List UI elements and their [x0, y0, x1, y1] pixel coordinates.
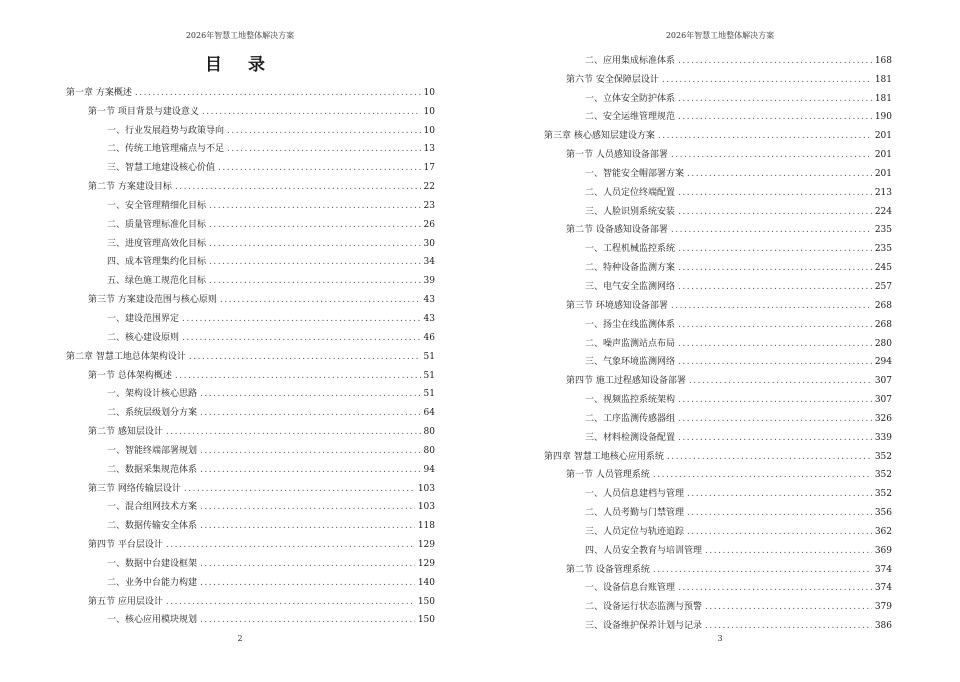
toc-dot-leader — [200, 615, 415, 626]
toc-entry-title: 二、设备运行状态监测与预警 — [585, 602, 703, 613]
toc-entry-title: 二、数据采集规范体系 — [107, 464, 198, 475]
toc-entry-title: 第三节 环境感知设备部署 — [566, 300, 668, 311]
toc-dot-leader — [678, 112, 872, 123]
toc-entry-page: 51 — [423, 389, 435, 400]
toc-entry-title: 二、工序监测传感器组 — [585, 413, 676, 424]
toc-section-entry[interactable] — [480, 218, 960, 237]
toc-subsection-entry[interactable] — [480, 594, 960, 613]
toc-subsection-entry[interactable] — [0, 231, 480, 250]
toc-dot-leader — [678, 207, 872, 218]
toc-list — [0, 80, 480, 626]
toc-entry-title: 二、业务中台能力构建 — [107, 577, 198, 588]
toc-subsection-entry[interactable] — [0, 570, 480, 589]
toc-entry-title: 第一章 方案概述 — [66, 87, 132, 98]
toc-dot-leader — [220, 295, 421, 306]
toc-entry-page: 129 — [417, 558, 435, 569]
toc-entry-page: 140 — [417, 577, 435, 588]
toc-entry-title: 三、智慧工地建设核心价值 — [107, 163, 216, 174]
toc-entry-page: 43 — [423, 295, 435, 306]
toc-entry-title: 一、立体安全防护体系 — [585, 93, 676, 104]
toc-subsection-entry[interactable] — [480, 274, 960, 293]
toc-subsection-entry[interactable] — [480, 105, 960, 124]
toc-dot-leader — [218, 163, 421, 174]
toc-dot-leader — [678, 56, 872, 67]
toc-entry-page: 339 — [874, 432, 892, 443]
toc-subsection-entry[interactable] — [480, 236, 960, 255]
right-page — [480, 0, 960, 682]
toc-entry-page: 352 — [874, 470, 892, 481]
toc-subsection-entry[interactable] — [0, 495, 480, 514]
toc-entry-page: 129 — [417, 540, 435, 551]
toc-entry-page: 23 — [423, 200, 435, 211]
toc-entry-title: 一、架构设计核心思路 — [107, 389, 198, 400]
toc-entry-page: 17 — [423, 163, 435, 174]
toc-subsection-entry[interactable] — [480, 425, 960, 444]
toc-section-entry[interactable] — [0, 174, 480, 193]
toc-section-entry[interactable] — [0, 476, 480, 495]
toc-subsection-entry[interactable] — [480, 180, 960, 199]
toc-dot-leader — [678, 282, 872, 293]
toc-subsection-entry[interactable] — [0, 155, 480, 174]
toc-subsection-entry[interactable] — [0, 551, 480, 570]
toc-entry-title: 第一节 人员管理系统 — [566, 470, 650, 481]
toc-entry-title: 第三节 网络传输层设计 — [88, 483, 181, 494]
toc-dot-leader — [175, 371, 421, 382]
toc-entry-page: 307 — [874, 395, 892, 406]
toc-section-entry[interactable] — [480, 142, 960, 161]
toc-dot-leader — [678, 244, 872, 255]
toc-dot-leader — [189, 352, 421, 363]
toc-entry-title: 一、智能安全帽部署方案 — [585, 168, 685, 179]
toc-dot-leader — [705, 602, 872, 613]
toc-subsection-entry[interactable] — [480, 350, 960, 369]
toc-dot-leader — [200, 521, 415, 532]
toc-dot-leader — [182, 333, 421, 344]
toc-entry-title: 二、噪声监测站点布局 — [585, 338, 676, 349]
toc-section-entry[interactable] — [480, 67, 960, 86]
toc-entry-title: 二、核心建设原则 — [107, 332, 180, 343]
toc-entry-title: 三、人员定位与轨迹追踪 — [585, 526, 685, 537]
toc-entry-page: 374 — [874, 583, 892, 594]
toc-entry-page: 294 — [874, 357, 892, 368]
toc-entry-title: 一、扬尘在线监测体系 — [585, 319, 676, 330]
toc-subsection-entry[interactable] — [480, 538, 960, 557]
toc-entry-title: 第二节 设备感知设备部署 — [566, 225, 668, 236]
toc-dot-leader — [671, 150, 872, 161]
toc-subsection-entry[interactable] — [480, 387, 960, 406]
toc-title: 目 录 — [205, 55, 275, 75]
toc-section-entry[interactable] — [0, 363, 480, 382]
toc-entry-title: 一、建设范围界定 — [107, 313, 180, 324]
toc-entry-title: 二、应用集成标准体系 — [585, 55, 676, 66]
toc-entry-page: 235 — [874, 244, 892, 255]
toc-dot-leader — [182, 314, 421, 325]
toc-entry-page: 369 — [874, 545, 892, 556]
toc-subsection-entry[interactable] — [0, 193, 480, 212]
toc-dot-leader — [689, 376, 872, 387]
toc-dot-leader — [209, 220, 421, 231]
toc-entry-title: 一、视频监控系统架构 — [585, 395, 676, 406]
toc-entry-title: 二、特种设备监测方案 — [585, 263, 676, 274]
toc-dot-leader — [678, 414, 872, 425]
toc-subsection-entry[interactable] — [480, 481, 960, 500]
toc-entry-page: 257 — [874, 281, 892, 292]
toc-subsection-entry[interactable] — [480, 500, 960, 519]
toc-subsection-entry[interactable] — [0, 250, 480, 269]
toc-entry-title: 二、人员定位终端配置 — [585, 187, 676, 198]
toc-entry-page: 379 — [874, 602, 892, 613]
toc-entry-page: 268 — [874, 300, 892, 311]
page-header: 2026年智慧工地整体解决方案 — [665, 31, 775, 40]
toc-entry-title: 二、质量管理标准化目标 — [107, 219, 207, 230]
toc-entry-title: 第四节 平台层设计 — [88, 540, 163, 551]
toc-dot-leader — [678, 94, 872, 105]
toc-entry-title: 一、工程机械监控系统 — [585, 244, 676, 255]
toc-entry-title: 三、气象环境监测网络 — [585, 357, 676, 368]
toc-entry-page: 22 — [423, 182, 435, 193]
toc-dot-leader — [166, 427, 421, 438]
toc-entry-page: 356 — [874, 508, 892, 519]
toc-dot-leader — [200, 408, 421, 419]
toc-entry-title: 四、成本管理集约化目标 — [107, 257, 207, 268]
toc-subsection-entry[interactable] — [480, 161, 960, 180]
toc-dot-leader — [653, 470, 872, 481]
toc-subsection-entry[interactable] — [480, 406, 960, 425]
toc-section-entry[interactable] — [0, 532, 480, 551]
toc-dot-leader — [209, 201, 421, 212]
toc-dot-leader — [678, 263, 872, 274]
toc-dot-leader — [209, 239, 421, 250]
toc-entry-page: 39 — [423, 276, 435, 287]
page-header: 2026年智慧工地整体解决方案 — [185, 31, 295, 40]
toc-entry-title: 二、系统层级划分方案 — [107, 408, 198, 419]
toc-dot-leader — [209, 257, 421, 268]
toc-dot-leader — [202, 107, 421, 118]
toc-subsection-entry[interactable] — [0, 306, 480, 325]
page-number: 3 — [717, 634, 723, 643]
toc-subsection-entry[interactable] — [480, 199, 960, 218]
toc-entry-page: 150 — [417, 615, 435, 626]
toc-entry-page: 80 — [423, 427, 435, 438]
toc-dot-leader — [678, 339, 872, 350]
toc-entry-title: 四、人员安全教育与培训管理 — [585, 545, 703, 556]
toc-entry-page: 26 — [423, 219, 435, 230]
toc-dot-leader — [667, 452, 872, 463]
toc-chapter-entry[interactable] — [0, 344, 480, 363]
toc-entry-title: 一、数据中台建设框架 — [107, 558, 198, 569]
toc-subsection-entry[interactable] — [0, 400, 480, 419]
toc-dot-leader — [227, 126, 421, 137]
toc-section-entry[interactable] — [480, 463, 960, 482]
toc-entry-page: 181 — [874, 74, 892, 85]
toc-subsection-entry[interactable] — [480, 613, 960, 632]
toc-dot-leader — [166, 540, 415, 551]
toc-dot-leader — [209, 276, 421, 287]
toc-subsection-entry[interactable] — [0, 212, 480, 231]
toc-entry-title: 一、安全管理精细化目标 — [107, 200, 207, 211]
toc-dot-leader — [662, 75, 872, 86]
toc-entry-title: 第四节 施工过程感知设备部署 — [566, 376, 686, 387]
toc-dot-leader — [687, 527, 872, 538]
toc-entry-title: 三、电气安全监测网络 — [585, 281, 676, 292]
toc-list — [480, 48, 960, 632]
toc-entry-title: 一、智能终端部署规划 — [107, 445, 198, 456]
toc-dot-leader — [200, 578, 415, 589]
toc-dot-leader — [658, 131, 872, 142]
toc-entry-page: 51 — [423, 370, 435, 381]
toc-entry-title: 一、核心应用模块规划 — [107, 615, 198, 626]
toc-entry-page: 307 — [874, 376, 892, 387]
toc-entry-page: 224 — [874, 206, 892, 217]
toc-entry-page: 326 — [874, 413, 892, 424]
toc-entry-title: 第一节 人员感知设备部署 — [566, 150, 668, 161]
toc-entry-page: 213 — [874, 187, 892, 198]
toc-entry-page: 80 — [423, 445, 435, 456]
toc-entry-page: 168 — [874, 55, 892, 66]
toc-entry-title: 三、材料检测设备配置 — [585, 432, 676, 443]
toc-entry-title: 第四章 智慧工地核心应用系统 — [544, 451, 664, 462]
toc-entry-page: 386 — [874, 621, 892, 632]
toc-entry-title: 第二节 方案建设目标 — [88, 182, 172, 193]
toc-subsection-entry[interactable] — [480, 312, 960, 331]
toc-entry-page: 235 — [874, 225, 892, 236]
toc-entry-title: 第二节 设备管理系统 — [566, 564, 650, 575]
toc-entry-title: 二、传统工地管理痛点与不足 — [107, 144, 225, 155]
toc-dot-leader — [200, 559, 415, 570]
toc-entry-page: 352 — [874, 451, 892, 462]
toc-entry-page: 103 — [417, 483, 435, 494]
toc-entry-page: 362 — [874, 526, 892, 537]
toc-entry-title: 五、绿色施工规范化目标 — [107, 276, 207, 287]
toc-entry-title: 一、人员信息建档与管理 — [585, 489, 685, 500]
toc-entry-title: 三、进度管理高效化目标 — [107, 238, 207, 249]
toc-entry-title: 第三章 核心感知层建设方案 — [544, 131, 655, 142]
toc-entry-page: 245 — [874, 263, 892, 274]
toc-entry-page: 34 — [423, 257, 435, 268]
toc-dot-leader — [200, 502, 415, 513]
toc-subsection-entry[interactable] — [0, 513, 480, 532]
toc-entry-title: 一、设备信息台账管理 — [585, 583, 676, 594]
toc-entry-page: 43 — [423, 313, 435, 324]
toc-entry-page: 190 — [874, 112, 892, 123]
toc-dot-leader — [227, 144, 421, 155]
toc-entry-title: 三、人脸识别系统安装 — [585, 206, 676, 217]
toc-dot-leader — [687, 508, 872, 519]
toc-subsection-entry[interactable] — [0, 325, 480, 344]
toc-entry-title: 二、人员考勤与门禁管理 — [585, 508, 685, 519]
toc-entry-page: 201 — [874, 168, 892, 179]
toc-subsection-entry[interactable] — [0, 438, 480, 457]
toc-entry-page: 94 — [423, 464, 435, 475]
toc-entry-page: 201 — [874, 131, 892, 142]
toc-entry-page: 181 — [874, 93, 892, 104]
toc-section-entry[interactable] — [0, 99, 480, 118]
toc-entry-title: 第一节 总体架构概述 — [88, 370, 172, 381]
toc-section-entry[interactable] — [480, 293, 960, 312]
toc-subsection-entry[interactable] — [480, 48, 960, 67]
toc-entry-title: 一、混合组网技术方案 — [107, 502, 198, 513]
toc-entry-page: 268 — [874, 319, 892, 330]
toc-entry-page: 46 — [423, 332, 435, 343]
toc-subsection-entry[interactable] — [480, 255, 960, 274]
toc-subsection-entry[interactable] — [480, 576, 960, 595]
toc-dot-leader — [200, 465, 421, 476]
toc-dot-leader — [135, 88, 421, 99]
toc-chapter-entry[interactable] — [480, 444, 960, 463]
toc-entry-page: 51 — [423, 351, 435, 362]
toc-entry-title: 二、数据传输安全体系 — [107, 521, 198, 532]
toc-dot-leader — [687, 489, 872, 500]
toc-entry-page: 118 — [417, 521, 435, 532]
toc-entry-page: 13 — [423, 144, 435, 155]
toc-dot-leader — [184, 484, 415, 495]
toc-entry-title: 第六节 安全保障层设计 — [566, 74, 659, 85]
toc-entry-page: 10 — [423, 106, 435, 117]
toc-dot-leader — [678, 433, 872, 444]
toc-dot-leader — [175, 182, 421, 193]
toc-subsection-entry[interactable] — [0, 382, 480, 401]
toc-dot-leader — [671, 225, 872, 236]
toc-subsection-entry[interactable] — [480, 519, 960, 538]
toc-section-entry[interactable] — [0, 589, 480, 608]
toc-entry-title: 第三节 方案建设范围与核心原则 — [88, 295, 217, 306]
toc-dot-leader — [671, 301, 872, 312]
toc-entry-title: 三、设备维护保养计划与记录 — [585, 621, 703, 632]
toc-dot-leader — [653, 565, 872, 576]
toc-section-entry[interactable] — [480, 557, 960, 576]
toc-dot-leader — [678, 357, 872, 368]
toc-entry-page: 103 — [417, 502, 435, 513]
toc-dot-leader — [678, 320, 872, 331]
toc-dot-leader — [678, 188, 872, 199]
toc-subsection-entry[interactable] — [0, 268, 480, 287]
toc-subsection-entry[interactable] — [0, 118, 480, 137]
toc-entry-page: 201 — [874, 150, 892, 161]
toc-dot-leader — [687, 169, 872, 180]
toc-dot-leader — [678, 583, 872, 594]
toc-subsection-entry[interactable] — [480, 331, 960, 350]
toc-entry-title: 第二章 智慧工地总体架构设计 — [66, 351, 186, 362]
toc-entry-page: 10 — [423, 125, 435, 136]
toc-dot-leader — [200, 389, 421, 400]
toc-dot-leader — [200, 446, 421, 457]
toc-section-entry[interactable] — [0, 419, 480, 438]
toc-section-entry[interactable] — [0, 287, 480, 306]
toc-entry-page: 352 — [874, 489, 892, 500]
toc-chapter-entry[interactable] — [480, 123, 960, 142]
toc-subsection-entry[interactable] — [0, 137, 480, 156]
toc-dot-leader — [678, 395, 872, 406]
toc-entry-title: 二、安全运维管理规范 — [585, 112, 676, 123]
toc-entry-title: 第五节 应用层设计 — [88, 596, 163, 607]
toc-subsection-entry[interactable] — [0, 608, 480, 627]
toc-entry-title: 第二节 感知层设计 — [88, 427, 163, 438]
toc-entry-page: 374 — [874, 564, 892, 575]
toc-dot-leader — [705, 621, 872, 632]
toc-subsection-entry[interactable] — [0, 457, 480, 476]
toc-subsection-entry[interactable] — [480, 86, 960, 105]
toc-entry-page: 30 — [423, 238, 435, 249]
toc-entry-title: 一、行业发展趋势与政策导向 — [107, 125, 225, 136]
toc-entry-page: 10 — [423, 87, 435, 98]
toc-dot-leader — [166, 597, 415, 608]
toc-entry-page: 64 — [423, 408, 435, 419]
page-number: 2 — [237, 634, 243, 643]
toc-entry-title: 第一节 项目背景与建设意义 — [88, 106, 199, 117]
toc-entry-page: 280 — [874, 338, 892, 349]
toc-entry-page: 150 — [417, 596, 435, 607]
toc-dot-leader — [705, 546, 872, 557]
toc-chapter-entry[interactable] — [0, 80, 480, 99]
toc-section-entry[interactable] — [480, 368, 960, 387]
